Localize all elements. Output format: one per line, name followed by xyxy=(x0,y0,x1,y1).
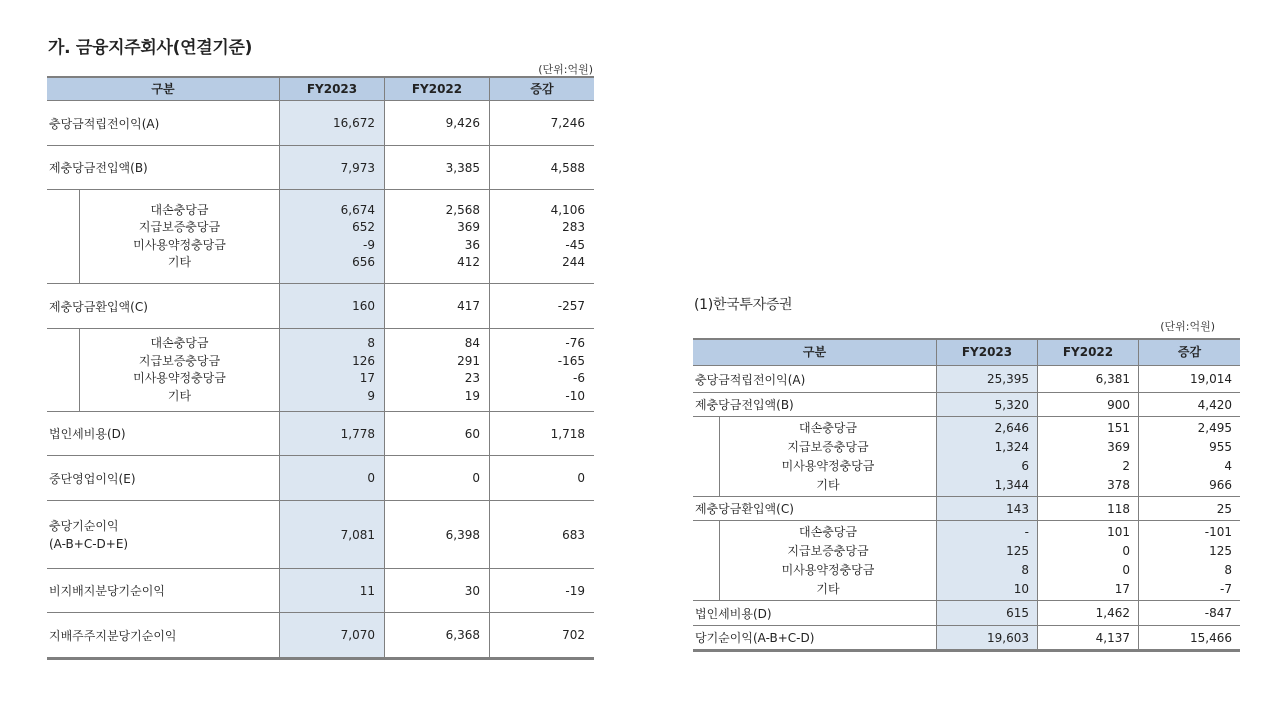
sub-value: 19 xyxy=(464,388,480,403)
value-fy2023: 7,973 xyxy=(279,146,384,189)
table-row xyxy=(693,366,1240,393)
sub-value: 4 xyxy=(1224,458,1232,473)
sub-value: 84 xyxy=(464,336,480,350)
row-label-line2: (A-B+C-D+E) xyxy=(49,536,129,551)
row-label: 제충당금전입액(B) xyxy=(695,398,794,412)
sub-value: 8 xyxy=(1224,562,1232,577)
value-fy2023: 16,672 xyxy=(279,101,384,145)
row-label: 제충당금환입액(C) xyxy=(695,502,794,516)
table-header xyxy=(693,338,1240,366)
sub-value: 2 xyxy=(1122,458,1130,473)
value-change: 15,466 xyxy=(1138,626,1240,649)
sub-label: 미사용약정충당금 xyxy=(133,371,226,385)
value-change: -847 xyxy=(1138,601,1240,625)
section-title-holding: 가. 금융지주회사(연결기준) xyxy=(48,38,253,58)
value-fy2023: 143 xyxy=(936,497,1037,520)
sub-value: 125 xyxy=(1006,543,1029,558)
table-subrow-group xyxy=(693,521,1240,601)
value-fy2023: 0 xyxy=(279,456,384,500)
table-row xyxy=(47,146,594,190)
table-row xyxy=(47,613,594,660)
sub-value: 9 xyxy=(367,388,375,403)
value-fy2023: 19,603 xyxy=(936,626,1037,649)
value-fy2023: 7,081 xyxy=(279,501,384,568)
value-change: 19,014 xyxy=(1138,366,1240,392)
sub-label: 대손충당금 xyxy=(150,336,209,350)
sub-label: 대손충당금 xyxy=(799,524,857,539)
sub-values-change xyxy=(1138,521,1240,600)
value-fy2022: 6,398 xyxy=(384,501,489,568)
value-change: 4,420 xyxy=(1138,393,1240,416)
sub-value: -45 xyxy=(565,237,585,252)
value-fy2023: 7,070 xyxy=(279,613,384,657)
header-category: 구분 xyxy=(151,82,175,96)
sub-value: 283 xyxy=(562,220,585,234)
sub-value: 0 xyxy=(1122,562,1130,577)
value-fy2022: 900 xyxy=(1037,393,1138,416)
header-fy2022: FY2022 xyxy=(384,78,489,100)
row-label-line1: 충당기순이익 xyxy=(49,518,119,533)
sub-values-fy2022 xyxy=(384,190,489,283)
value-fy2023: 1,778 xyxy=(279,412,384,455)
value-fy2023: 5,320 xyxy=(936,393,1037,416)
sub-values-fy2023 xyxy=(279,190,384,283)
row-label: 법인세비용(D) xyxy=(49,427,126,441)
sub-value: 17 xyxy=(1114,581,1130,596)
sub-value: -10 xyxy=(565,388,585,403)
sub-value: 966 xyxy=(1209,477,1232,492)
sub-value: -9 xyxy=(363,237,375,252)
section-title-securities: (1)한국투자증권 xyxy=(694,297,793,313)
sub-value: -76 xyxy=(565,336,585,350)
value-change: -257 xyxy=(489,284,594,328)
sub-label: 미사용약정충당금 xyxy=(133,237,226,252)
table-row xyxy=(47,284,594,329)
sub-value: 36 xyxy=(464,237,480,252)
unit-label: (단위:억원) xyxy=(538,63,593,76)
value-change: 1,718 xyxy=(489,412,594,455)
sub-label: 지급보증충당금 xyxy=(138,353,221,368)
value-fy2023: 615 xyxy=(936,601,1037,625)
sub-label: 기타 xyxy=(816,477,840,492)
row-label: 당기순이익(A-B+C-D) xyxy=(695,631,815,645)
value-fy2023: 11 xyxy=(279,569,384,612)
sub-value: 1,324 xyxy=(994,439,1029,454)
table-row xyxy=(47,456,594,501)
sub-value: 126 xyxy=(352,353,375,368)
sub-label: 기타 xyxy=(167,388,192,403)
header-change: 증감 xyxy=(489,78,594,100)
row-label: 비지배지분당기순이익 xyxy=(49,584,165,598)
table-row xyxy=(693,393,1240,417)
sub-values-fy2022 xyxy=(1037,521,1138,600)
table-header xyxy=(47,76,594,101)
sub-values-fy2022 xyxy=(1037,417,1138,496)
sub-value: 101 xyxy=(1107,524,1130,539)
value-fy2022: 6,368 xyxy=(384,613,489,657)
sub-value: 2,646 xyxy=(994,420,1029,435)
table-row xyxy=(693,626,1240,652)
row-label: 제충당금환입액(C) xyxy=(49,299,148,314)
value-change: 683 xyxy=(489,501,594,568)
value-fy2022: 118 xyxy=(1037,497,1138,520)
row-label: 충당금적립전이익(A) xyxy=(49,116,160,131)
sub-label: 지급보증충당금 xyxy=(787,439,869,454)
header-fy2022: FY2022 xyxy=(1037,340,1138,365)
sub-label: 기타 xyxy=(167,255,192,269)
table-subrow-group xyxy=(47,190,594,284)
sub-value: 0 xyxy=(1122,543,1130,558)
sub-labels xyxy=(47,190,279,283)
table-subrow-group xyxy=(693,417,1240,497)
sub-value: 8 xyxy=(1021,562,1029,577)
sub-value: 2,568 xyxy=(445,202,480,217)
value-fy2023: 25,395 xyxy=(936,366,1037,392)
table-row xyxy=(47,101,594,146)
header-category: 구분 xyxy=(802,345,827,359)
sub-value: 656 xyxy=(352,255,375,269)
sub-values-change xyxy=(1138,417,1240,496)
row-label: 법인세비용(D) xyxy=(695,606,772,621)
row-label: 충당금적립전이익(A) xyxy=(695,372,806,387)
value-change: 0 xyxy=(489,456,594,500)
sub-value: -101 xyxy=(1204,524,1232,539)
value-fy2023: 160 xyxy=(279,284,384,328)
sub-value: 23 xyxy=(464,371,480,385)
sub-value: 151 xyxy=(1107,420,1130,435)
table-row xyxy=(47,569,594,613)
value-change: 25 xyxy=(1138,497,1240,520)
sub-label: 지급보증충당금 xyxy=(138,220,221,234)
row-label: 지배주주지분당기순이익 xyxy=(49,628,177,643)
sub-value: 412 xyxy=(457,255,480,269)
sub-labels xyxy=(47,329,279,411)
sub-value: 17 xyxy=(359,371,375,385)
row-label: 제충당금전입액(B) xyxy=(49,161,148,175)
value-change: 7,246 xyxy=(489,101,594,145)
sub-values-change xyxy=(489,190,594,283)
value-fy2022: 60 xyxy=(384,412,489,455)
table-row xyxy=(47,412,594,456)
value-fy2022: 4,137 xyxy=(1037,626,1138,649)
table-subrow-group xyxy=(47,329,594,412)
value-fy2022: 417 xyxy=(384,284,489,328)
unit-label: (단위:억원) xyxy=(1160,320,1215,333)
sub-value: 2,495 xyxy=(1197,420,1232,435)
value-fy2022: 0 xyxy=(384,456,489,500)
sub-value: 4,106 xyxy=(550,202,585,217)
sub-value: 378 xyxy=(1107,477,1130,492)
value-fy2022: 6,381 xyxy=(1037,366,1138,392)
row-label: 중단영업이익(E) xyxy=(49,471,136,486)
sub-value: - xyxy=(1024,524,1029,539)
sub-value: 652 xyxy=(352,220,375,234)
sub-value: 244 xyxy=(562,255,585,269)
value-change: 4,588 xyxy=(489,146,594,189)
row-label xyxy=(47,501,279,568)
value-fy2022: 9,426 xyxy=(384,101,489,145)
sub-value: 8 xyxy=(367,336,375,350)
value-fy2022: 30 xyxy=(384,569,489,612)
sub-value: 1,344 xyxy=(994,477,1029,492)
sub-values-fy2023 xyxy=(936,521,1037,600)
header-fy2023: FY2023 xyxy=(936,340,1037,365)
sub-labels xyxy=(693,417,936,496)
header-fy2023: FY2023 xyxy=(279,78,384,100)
sub-label: 지급보증충당금 xyxy=(787,543,869,558)
sub-label: 대손충당금 xyxy=(799,420,857,435)
securities-table xyxy=(693,338,1240,652)
sub-values-change xyxy=(489,329,594,411)
sub-label: 미사용약정충당금 xyxy=(781,562,875,577)
sub-value: -6 xyxy=(573,371,585,385)
sub-value: 955 xyxy=(1209,439,1232,454)
table-row xyxy=(693,601,1240,626)
sub-label: 대손충당금 xyxy=(150,202,209,217)
sub-value: 10 xyxy=(1013,581,1029,596)
sub-values-fy2023 xyxy=(279,329,384,411)
sub-value: -165 xyxy=(557,353,585,368)
table-row xyxy=(693,497,1240,521)
sub-value: 291 xyxy=(457,353,480,368)
sub-value: 125 xyxy=(1209,543,1232,558)
sub-label: 미사용약정충당금 xyxy=(781,458,875,473)
value-fy2022: 1,462 xyxy=(1037,601,1138,625)
value-fy2022: 3,385 xyxy=(384,146,489,189)
header-change: 증감 xyxy=(1138,340,1240,365)
table-row xyxy=(47,501,594,569)
value-change: -19 xyxy=(489,569,594,612)
sub-values-fy2023 xyxy=(936,417,1037,496)
sub-value: 6,674 xyxy=(340,202,375,217)
sub-value: 6 xyxy=(1021,458,1029,473)
sub-value: -7 xyxy=(1220,581,1232,596)
sub-values-fy2022 xyxy=(384,329,489,411)
value-change: 702 xyxy=(489,613,594,657)
sub-label: 기타 xyxy=(816,581,840,596)
holding-company-table xyxy=(47,76,594,660)
sub-value: 369 xyxy=(1107,439,1130,454)
sub-labels xyxy=(693,521,936,600)
sub-value: 369 xyxy=(457,220,480,234)
